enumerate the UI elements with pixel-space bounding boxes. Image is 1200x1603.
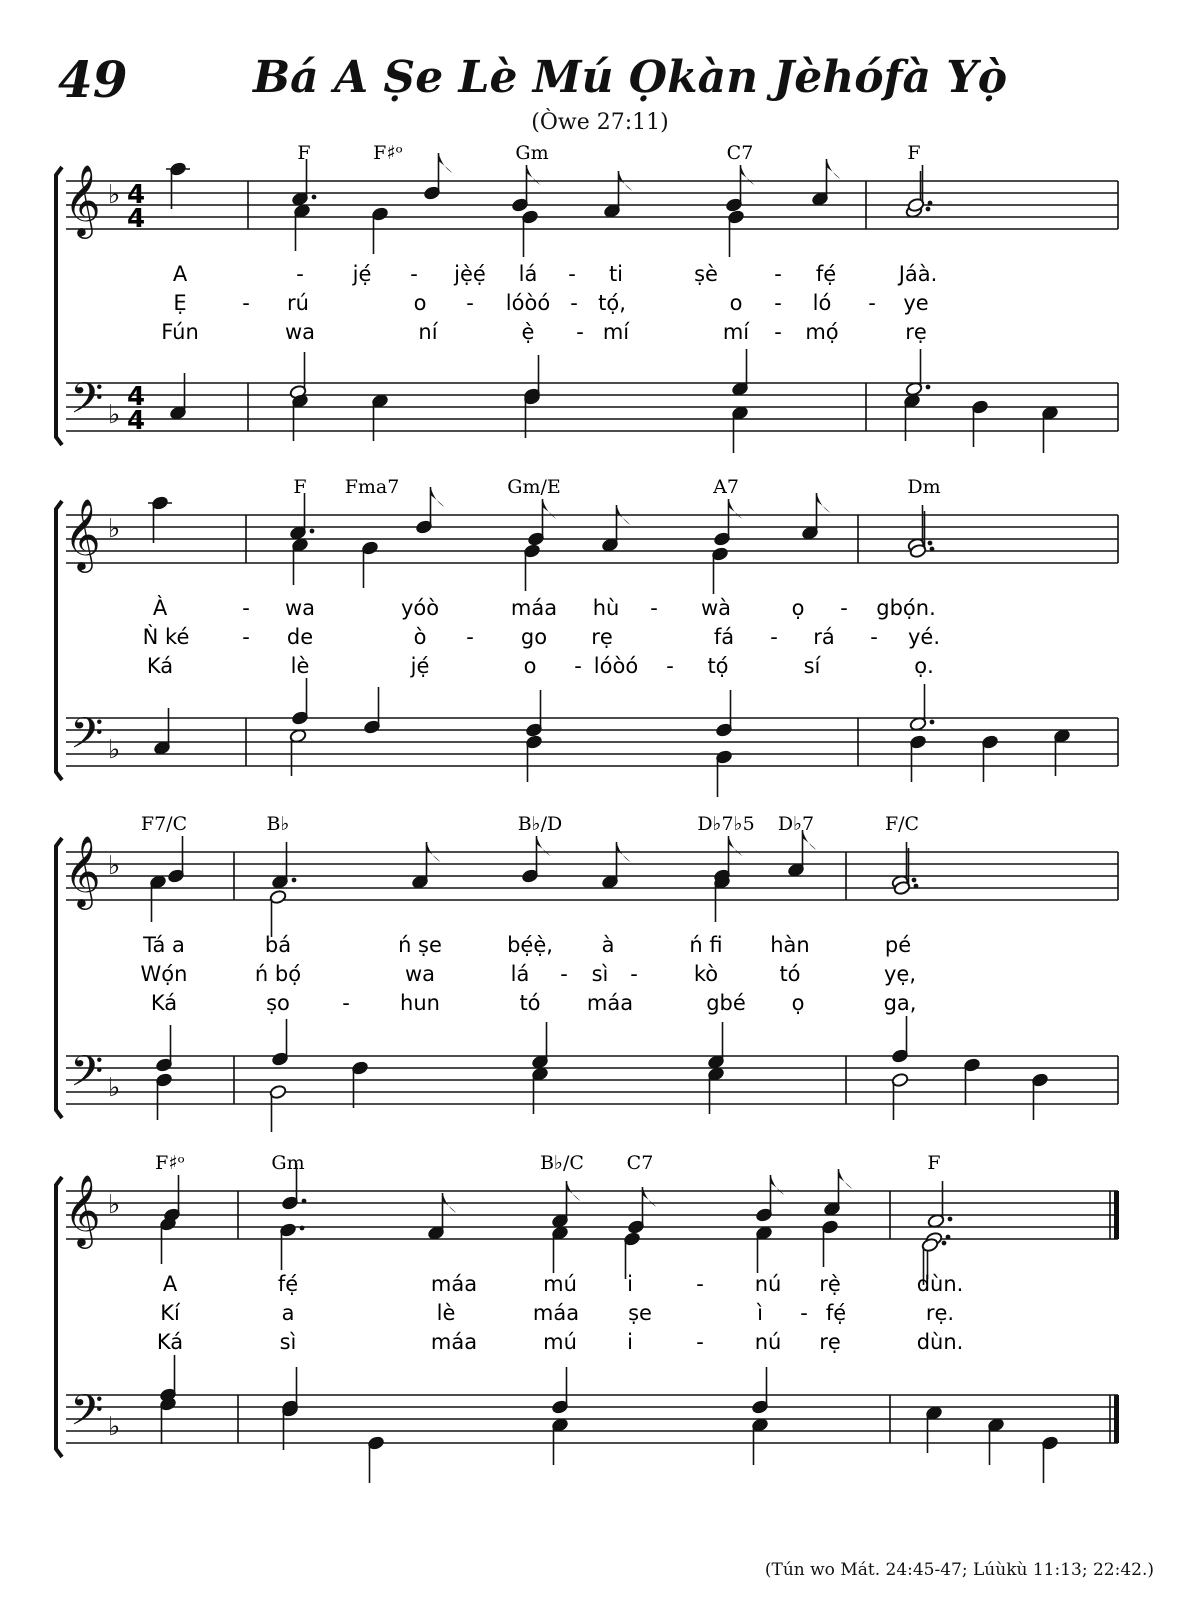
bass-note [531, 1022, 549, 1070]
bass-note [971, 399, 989, 447]
lyric-syllable: hù [592, 596, 620, 620]
bass-note [905, 349, 930, 397]
lyric-syllable: - [870, 625, 878, 649]
lyric-syllable: - [466, 625, 474, 649]
lyric-syllable: rẹ [905, 320, 927, 344]
lyric-syllable: - [696, 1330, 704, 1354]
bass-note [289, 352, 307, 400]
note-dot [942, 1241, 947, 1246]
lyric-syllable: A [162, 1272, 178, 1296]
lyric-syllable: lá [518, 262, 538, 286]
hymn-title: Bá A Ṣe Lè Mú Ọkàn Jèhófà Yọ̀ [252, 52, 1008, 103]
bass-note [289, 728, 307, 776]
lyric-syllable: - [774, 291, 782, 315]
key-signature-flat: ♭ [108, 514, 121, 544]
treble-staff [66, 852, 1118, 900]
lyric-syllable: máa [532, 1301, 580, 1325]
lyric-syllable: - [574, 654, 582, 678]
bass-note [291, 393, 309, 441]
lyric-syllable: bẹ́ẹ̀, [507, 933, 553, 957]
note-dot [930, 547, 935, 552]
treble-staff [66, 515, 1118, 563]
final-barline-thick [1114, 1191, 1119, 1239]
system-bracket [56, 167, 62, 445]
time-signature-digit: 4 [126, 180, 146, 210]
time-signature-digit: 4 [126, 382, 146, 412]
lyric-syllable: o [523, 654, 537, 678]
system-bracket [56, 1177, 62, 1457]
lyric-syllable: dùn. [916, 1272, 964, 1296]
treble-note [523, 543, 541, 591]
treble-note [293, 203, 311, 251]
treble-note [361, 540, 379, 588]
lyric-syllable: lóòó [593, 654, 639, 678]
lyric-syllable: Ẹ [173, 291, 187, 315]
lyric-syllable: Ǹ ké [142, 625, 190, 649]
chord-symbol: F [297, 142, 311, 164]
bass-clef: 𝄢 [70, 1047, 104, 1107]
treble-staff [66, 1191, 1118, 1239]
lyric-syllable: - [242, 291, 250, 315]
chord-symbol: A7 [713, 476, 739, 498]
chord-symbol: F♯ᵒ [155, 1152, 185, 1174]
treble-note [148, 495, 172, 543]
treble-note [801, 493, 830, 541]
note-flag [527, 165, 541, 185]
bass-note [271, 1019, 289, 1067]
note-flag [729, 836, 743, 856]
note-dot [930, 720, 935, 725]
lyric-syllable: fẹ́ [825, 1301, 847, 1325]
key-signature-flat: ♭ [108, 400, 121, 430]
bass-note [981, 734, 999, 782]
lyric-syllable: ti [608, 262, 624, 286]
lyric-syllable: - [770, 625, 778, 649]
lyric-syllable: - [868, 291, 876, 315]
lyric-syllable: máa [510, 596, 558, 620]
lyric-syllable: A [172, 262, 188, 286]
treble-note [279, 1222, 304, 1270]
lyric-syllable: - [774, 320, 782, 344]
treble-clef: 𝄞 [64, 163, 101, 236]
lyric-syllable: - [568, 262, 576, 286]
lyric-syllable: yé. [907, 625, 941, 649]
lyric-syllable: ṣè [694, 262, 718, 286]
bass-note [159, 1355, 177, 1403]
lyric-syllable: máa [430, 1272, 478, 1296]
lyric-syllable: rẹ̀ [819, 1272, 841, 1296]
chord-symbol: F/C [884, 813, 920, 835]
bass-note [751, 1367, 769, 1415]
treble-clef: 𝄞 [64, 497, 101, 570]
lyric-syllable: - [296, 262, 304, 286]
note-dot [292, 878, 297, 883]
lyric-syllable: - [242, 596, 250, 620]
bass-staff [66, 718, 1118, 766]
lyric-syllable: À [152, 596, 168, 620]
bass-note [731, 405, 749, 453]
chord-symbol: Gm/E [507, 476, 561, 498]
bass-note [715, 749, 733, 797]
lyric-syllable: Wọ́n [140, 962, 188, 986]
lyric-syllable: - [666, 654, 674, 678]
lyric-syllable: mí [722, 320, 750, 344]
hymn-number: 49 [58, 50, 128, 109]
bass-note [909, 684, 934, 732]
lyric-syllable: nú [754, 1330, 782, 1354]
note-flag [741, 165, 755, 185]
lyric-syllable: - [560, 962, 568, 986]
bass-note [269, 1084, 287, 1132]
treble-note [521, 209, 539, 257]
scripture-reference: (Òwe 27:11) [531, 110, 669, 135]
note-flag [643, 1187, 657, 1207]
note-flag [543, 499, 557, 519]
lyric-syllable: yẹ, [883, 962, 917, 986]
key-signature-flat: ♭ [108, 1412, 121, 1442]
system-3 [56, 838, 62, 1118]
lyric-syllable: ló [812, 291, 832, 315]
lyric-syllable: sì [591, 962, 609, 986]
bass-note [909, 734, 927, 782]
time-signature-digit: 4 [126, 406, 146, 436]
key-signature-flat: ♭ [108, 180, 121, 210]
lyric-syllable: - [630, 962, 638, 986]
footnote-references: (Tún wo Mát. 24:45-47; Lúùkù 11:13; 22:42.) [764, 1560, 1154, 1580]
lyric-syllable: dùn. [916, 1330, 964, 1354]
lyric-syllable: o [729, 291, 743, 315]
lyric-syllable: wa [284, 320, 316, 344]
bass-note [925, 1405, 943, 1453]
lyric-syllable: Fún [161, 320, 199, 344]
note-flag [817, 493, 831, 513]
note-dot [310, 529, 315, 534]
lyric-syllable: ṣo [266, 991, 290, 1015]
lyric-syllable: - [466, 291, 474, 315]
treble-note [551, 1181, 580, 1229]
treble-note [927, 1181, 952, 1229]
bass-staff [66, 383, 1118, 431]
lyric-syllable: mú [543, 1272, 577, 1296]
lyric-syllable: hàn [770, 933, 810, 957]
lyric-syllable: - [410, 262, 418, 286]
treble-note [291, 537, 309, 585]
lyric-syllable: hun [400, 991, 440, 1015]
note-dot [312, 195, 317, 200]
bass-note [891, 1016, 909, 1064]
lyric-syllable: nú [754, 1272, 782, 1296]
bass-note [963, 1057, 981, 1105]
treble-note [291, 159, 316, 207]
lyric-syllable: ṣe [628, 1301, 652, 1325]
bass-note [153, 708, 171, 756]
lyric-syllable: jẹ̀ẹ́ [454, 262, 486, 286]
note-dot [912, 878, 917, 883]
treble-clef: 𝄞 [64, 1173, 101, 1246]
lyric-syllable: ye [903, 291, 929, 315]
key-signature-flat: ♭ [108, 1190, 121, 1220]
lyric-syllable: ẹ̀ [521, 320, 535, 344]
lyric-syllable: lè [436, 1301, 456, 1325]
treble-note [159, 1216, 177, 1264]
lyric-syllable: à [601, 933, 615, 957]
lyric-syllable: tọ́ [707, 654, 729, 678]
lyric-syllable: tọ́, [598, 291, 626, 315]
lyric-syllable: pé [884, 933, 912, 957]
bass-note [155, 1072, 173, 1120]
lyric-syllable: ọ [791, 596, 805, 620]
lyric-syllable: ì [757, 1301, 763, 1325]
bass-note [987, 1417, 1005, 1465]
bass-staff [66, 1395, 1118, 1443]
chord-symbol: F7/C [140, 813, 188, 835]
treble-note [713, 874, 731, 922]
lyric-syllable: o [413, 291, 427, 315]
system-2 [56, 501, 62, 780]
bass-note [891, 1072, 909, 1120]
lyric-syllable: - [696, 1272, 704, 1296]
bass-note [707, 1066, 725, 1114]
treble-note [166, 161, 190, 209]
chord-symbol: F [293, 476, 307, 498]
bass-note [169, 373, 187, 421]
lyric-syllable: rẹ [819, 1330, 841, 1354]
system-1 [56, 167, 62, 445]
note-flag [439, 153, 453, 173]
bass-note [525, 690, 543, 738]
note-dot [300, 1226, 305, 1231]
treble-note [821, 1219, 839, 1267]
chord-symbol: F [927, 1152, 941, 1174]
lyric-syllable: wa [284, 596, 316, 620]
lyric-syllable: ga, [883, 991, 917, 1015]
time-signature-digit: 4 [126, 204, 146, 234]
bass-clef: 𝄢 [70, 709, 104, 769]
note-dot [914, 884, 919, 889]
bass-note [707, 1022, 725, 1070]
lyric-syllable: ń fi [689, 933, 723, 957]
bass-note [351, 1060, 369, 1108]
chord-symbol: F [907, 142, 921, 164]
lyric-syllable: tó [519, 991, 541, 1015]
bass-note [551, 1367, 569, 1415]
bass-note [363, 687, 381, 735]
treble-note [823, 1169, 852, 1217]
bass-note [715, 690, 733, 738]
bass-clef: 𝄢 [70, 374, 104, 434]
bass-note [731, 349, 749, 397]
treble-note [787, 830, 816, 878]
treble-staff [66, 181, 1118, 229]
bass-clef: 𝄢 [70, 1386, 104, 1446]
lyric-syllable: fá [713, 625, 735, 649]
lyric-syllable: go [520, 625, 548, 649]
lyric-syllable: ń bọ́ [254, 962, 302, 986]
treble-note [271, 842, 296, 890]
lyric-syllable: rẹ [591, 625, 613, 649]
treble-note [163, 1175, 181, 1223]
treble-note [601, 842, 630, 890]
lyric-syllable: máa [586, 991, 634, 1015]
key-signature-flat: ♭ [108, 1073, 121, 1103]
lyric-syllable: mí [602, 320, 630, 344]
bass-note [155, 1025, 173, 1073]
lyric-syllable: sì [279, 1330, 297, 1354]
treble-note [371, 206, 389, 254]
lyric-syllable: fẹ́ [277, 1272, 299, 1296]
lyric-syllable: - [800, 1301, 808, 1325]
note-dot [928, 201, 933, 206]
lyric-syllable: a [281, 1301, 295, 1325]
lyric-syllable: Ká [156, 1330, 184, 1354]
key-signature-flat: ♭ [108, 735, 121, 765]
note-flag [827, 159, 841, 179]
lyric-syllable: - [650, 596, 658, 620]
bass-note [1031, 1072, 1049, 1120]
chord-symbol: D♭7♭5 [697, 813, 755, 835]
lyric-syllable: ọ. [914, 654, 934, 678]
chord-symbol: C7 [626, 1152, 654, 1174]
chord-symbol: B♭/D [517, 813, 563, 835]
bass-note [1041, 1435, 1059, 1483]
lyric-syllable: máa [430, 1330, 478, 1354]
lyric-syllable: Ká [150, 991, 178, 1015]
chord-symbol: Fma7 [344, 476, 400, 498]
note-dot [948, 1217, 953, 1222]
bass-note [367, 1435, 385, 1483]
lyric-syllable: - [242, 625, 250, 649]
lyric-syllable: jẹ́ [410, 654, 430, 678]
lyric-syllable: wa [404, 962, 436, 986]
lyric-syllable: bá [264, 933, 292, 957]
treble-note [551, 1225, 569, 1273]
bass-note [525, 734, 543, 782]
note-flag [839, 1169, 853, 1189]
lyric-syllable: lá [510, 962, 530, 986]
note-dot [928, 541, 933, 546]
lyric-syllable: rú [287, 291, 309, 315]
lyric-syllable: rẹ. [925, 1301, 955, 1325]
lyric-syllable: tó [779, 962, 801, 986]
bass-note [159, 1396, 177, 1444]
treble-note [755, 1225, 773, 1273]
lyric-syllable: de [286, 625, 314, 649]
lyric-syllable: - [576, 320, 584, 344]
key-signature-flat: ♭ [108, 851, 121, 881]
chord-symbol: C7 [726, 142, 754, 164]
lyric-syllable: sí [803, 654, 821, 678]
treble-note [601, 505, 630, 553]
chord-symbol: F♯ᵒ [373, 142, 403, 164]
lyric-syllable: kò [693, 962, 719, 986]
bass-note [531, 1066, 549, 1114]
lyric-syllable: lóòó [505, 291, 551, 315]
treble-note [811, 159, 840, 207]
lyric-syllable: i [627, 1272, 633, 1296]
treble-note [905, 171, 930, 219]
lyric-syllable: - [342, 991, 350, 1015]
bass-note [291, 678, 309, 726]
lyric-syllable: Tá a [143, 933, 185, 957]
lyric-syllable: Jáà. [898, 262, 938, 286]
note-dot [946, 1235, 951, 1240]
bass-note [371, 393, 389, 441]
system-bracket [56, 501, 62, 780]
treble-note [727, 209, 745, 257]
lyric-syllable: gbé [706, 991, 746, 1015]
lyric-syllable: yóò [400, 596, 440, 620]
system-4 [56, 1177, 62, 1457]
treble-note [427, 1193, 456, 1241]
note-dot [926, 207, 931, 212]
bass-staff [66, 1056, 1118, 1104]
treble-note [411, 842, 440, 890]
note-dot [302, 1199, 307, 1204]
note-flag [431, 487, 445, 507]
chord-symbol: B♭/C [540, 1152, 584, 1174]
chord-symbol: Dm [907, 476, 941, 498]
bass-note [751, 1417, 769, 1465]
treble-note [711, 546, 729, 594]
lyric-syllable: wà [700, 596, 732, 620]
lyric-syllable: - [840, 596, 848, 620]
lyric-syllable: ń ṣe [398, 933, 442, 957]
treble-note [603, 171, 632, 219]
chord-symbol: B♭ [266, 813, 290, 835]
chord-symbol: D♭7 [777, 813, 815, 835]
lyric-syllable: mú [543, 1330, 577, 1354]
treble-note [289, 493, 314, 541]
lyric-syllable: Kí [160, 1301, 180, 1325]
lyric-syllable: - [570, 291, 578, 315]
lyric-syllable: ọ [791, 991, 805, 1015]
treble-note [149, 874, 167, 922]
lyric-syllable: fẹ́ [815, 262, 837, 286]
lyric-syllable: mọ́ [805, 320, 839, 344]
note-flag [771, 1175, 785, 1195]
bass-note [1053, 728, 1071, 776]
lyric-syllable: i [627, 1330, 633, 1354]
note-flag [729, 499, 743, 519]
treble-note [269, 889, 287, 937]
lyric-syllable: - [774, 262, 782, 286]
bass-note [903, 393, 921, 441]
lyric-syllable: jẹ́ [352, 262, 372, 286]
chord-symbol: Gm [271, 1152, 305, 1174]
final-barline-thick [1114, 1395, 1119, 1443]
system-bracket [56, 838, 62, 1118]
lyric-syllable: gbọ́n. [876, 596, 936, 620]
lyric-syllable: Ká [146, 654, 174, 678]
treble-note [167, 836, 185, 884]
bass-note [551, 1417, 569, 1465]
bass-note [1041, 405, 1059, 453]
note-flag [537, 836, 551, 856]
lyric-syllable: lè [290, 654, 310, 678]
treble-clef: 𝄞 [64, 834, 101, 907]
lyric-syllable: rá [813, 625, 835, 649]
chord-symbol: Gm [515, 142, 549, 164]
lyric-syllable: ò [413, 625, 427, 649]
lyric-syllable: ní [418, 320, 438, 344]
note-dot [926, 385, 931, 390]
